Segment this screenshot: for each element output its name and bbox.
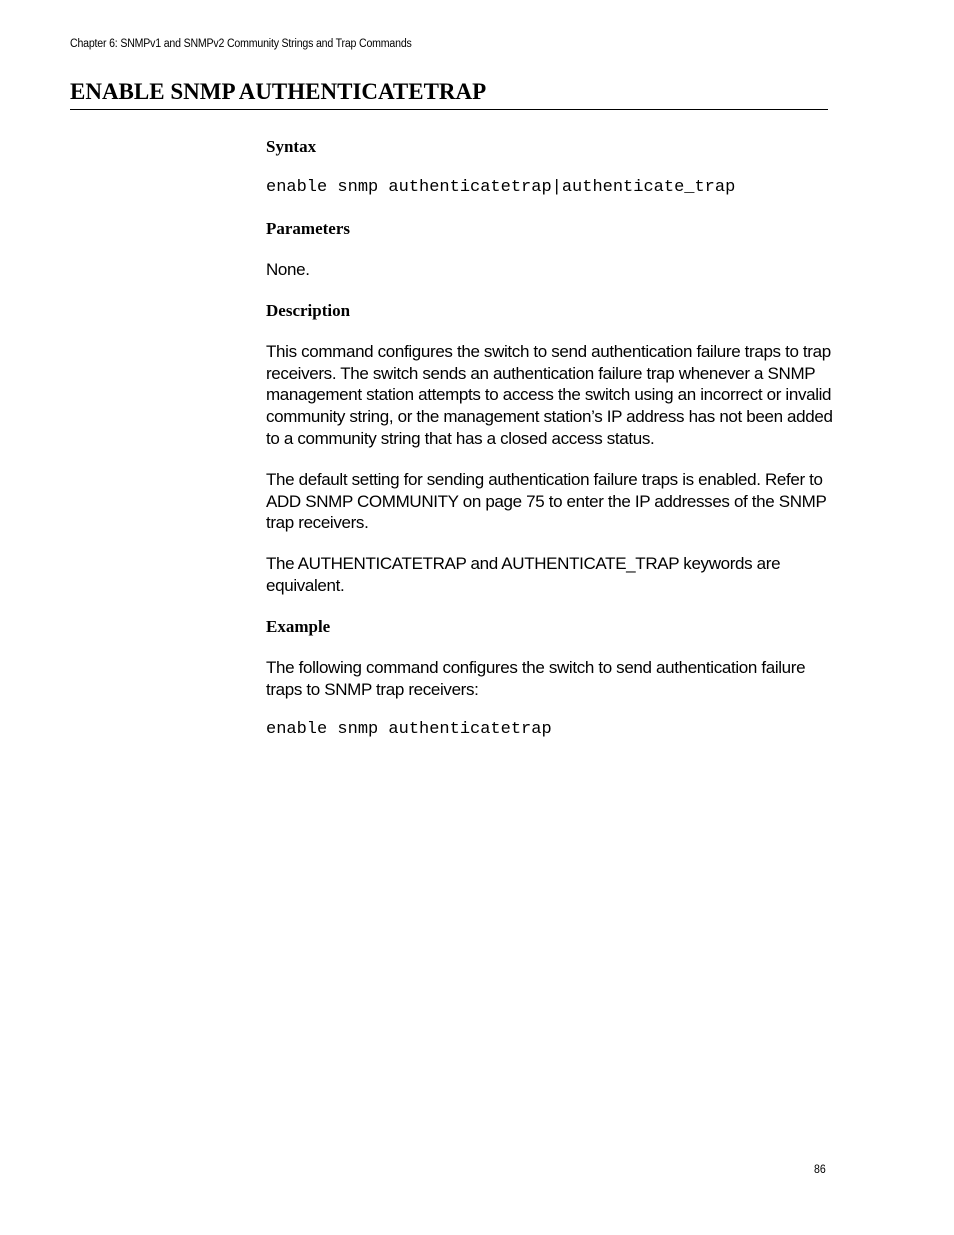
page-number: 86	[814, 1164, 826, 1176]
parameters-text: None.	[266, 260, 310, 279]
command-reference-content	[266, 136, 836, 760]
description-paragraph: The AUTHENTICATETRAP and AUTHENTICATE_TRAP keywords are equivalent.	[266, 554, 781, 595]
syntax-heading: Syntax	[266, 137, 317, 156]
parameters-heading: Parameters	[266, 219, 351, 238]
syntax-command: enable snmp authenticatetrap|authenticate_trap	[266, 178, 736, 197]
description-paragraph: The default setting for sending authentication failure traps is enabled. Refer to ADD SNMP COMMUNITY on page 75 to enter the IP addresses of the SNMP trap receivers.	[266, 469, 827, 533]
page-title: ENABLE SNMP AUTHENTICATETRAP	[70, 77, 828, 110]
running-header: Chapter 6: SNMPv1 and SNMPv2 Community Strings and Trap Commands	[70, 38, 412, 50]
example-command: enable snmp authenticatetrap	[266, 720, 552, 740]
description-paragraph: This command configures the switch to send authentication failure traps to trap receivers. The switch sends an authentication failure trap whenever a SNMP management station attempts to access the switch using an incorrect or invalid community string, or the management station’s IP address has not been added to a community string that has a closed access status.	[266, 341, 833, 448]
example-text: The following command configures the switch to send authentication failure traps to SNMP trap receivers:	[266, 657, 806, 699]
description-heading: Description	[266, 300, 351, 320]
example-heading: Example	[266, 616, 331, 636]
